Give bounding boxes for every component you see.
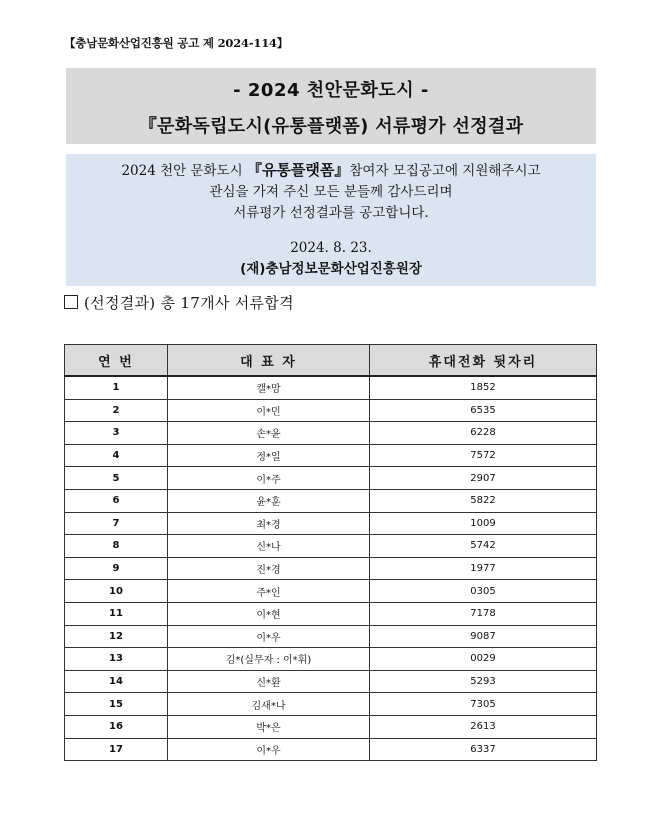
announcement-box <box>66 154 596 286</box>
announcement-line-1 <box>66 160 596 182</box>
phone-last-digits: 7178 <box>370 602 597 625</box>
phone-last-digits: 6228 <box>370 422 597 445</box>
phone-last-digits: 2613 <box>370 715 597 738</box>
announcement-line-1-post: 참여자 모집공고에 지원해주시고 <box>349 163 541 179</box>
representative-name: 김*(실무자 : 이*휘) <box>168 648 370 671</box>
row-number: 14 <box>65 670 168 693</box>
representative-name: 캘*맘 <box>168 376 370 399</box>
table-row <box>65 467 597 490</box>
representative-name: 신*환 <box>168 670 370 693</box>
row-number: 13 <box>65 648 168 671</box>
representative-name: 김새*나 <box>168 693 370 716</box>
issuing-organization: (재)충남정보문화산업진흥원장 <box>240 261 422 277</box>
announcement-line-1-pre: 2024 천안 문화도시 <box>121 163 243 179</box>
row-number: 2 <box>65 399 168 422</box>
announcement-line-2: 관심을 가져 주신 모든 분들께 감사드리며 <box>209 184 453 200</box>
row-number: 15 <box>65 693 168 716</box>
representative-name: 이*현 <box>168 602 370 625</box>
row-number: 16 <box>65 715 168 738</box>
section-heading-text: (선정결과) 총 17개사 서류합격 <box>84 294 294 312</box>
row-number: 7 <box>65 512 168 535</box>
square-bullet-icon <box>64 295 78 309</box>
phone-last-digits: 7572 <box>370 444 597 467</box>
representative-name: 이*주 <box>168 467 370 490</box>
table-header-row <box>65 345 597 377</box>
title-banner <box>66 68 596 144</box>
phone-last-digits: 6337 <box>370 738 597 761</box>
table-row <box>65 693 597 716</box>
representative-name: 윤*훈 <box>168 489 370 512</box>
table-row <box>65 489 597 512</box>
table-row <box>65 512 597 535</box>
title-line-1: - 2024 천안문화도시 - <box>233 80 429 101</box>
table-row <box>65 535 597 558</box>
phone-last-digits: 1009 <box>370 512 597 535</box>
program-name-highlight: 『유통플랫폼』 <box>246 161 350 179</box>
section-heading <box>64 292 294 313</box>
phone-last-digits: 0305 <box>370 580 597 603</box>
row-number: 11 <box>65 602 168 625</box>
representative-name: 신*나 <box>168 535 370 558</box>
row-number: 12 <box>65 625 168 648</box>
phone-last-digits: 1852 <box>370 376 597 399</box>
row-number: 3 <box>65 422 168 445</box>
header-phone-last-digits: 휴대전화 뒷자리 <box>370 345 597 377</box>
representative-name: 이*우 <box>168 738 370 761</box>
phone-last-digits: 6535 <box>370 399 597 422</box>
table-row <box>65 376 597 399</box>
representative-name: 이*민 <box>168 399 370 422</box>
table-row <box>65 625 597 648</box>
table-row <box>65 715 597 738</box>
announcement-line-3: 서류평가 선정결과를 공고합니다. <box>233 205 429 221</box>
phone-last-digits: 5742 <box>370 535 597 558</box>
announcement-date: 2024. 8. 23. <box>290 240 372 256</box>
row-number: 6 <box>65 489 168 512</box>
row-number: 17 <box>65 738 168 761</box>
title-line-2: 『문화독립도시(유통플랫폼) 서류평가 선정결과 <box>138 116 524 137</box>
row-number: 9 <box>65 557 168 580</box>
representative-name: 진*경 <box>168 557 370 580</box>
row-number: 10 <box>65 580 168 603</box>
table-row <box>65 580 597 603</box>
phone-last-digits: 2907 <box>370 467 597 490</box>
row-number: 5 <box>65 467 168 490</box>
representative-name: 이*우 <box>168 625 370 648</box>
phone-last-digits: 9087 <box>370 625 597 648</box>
representative-name: 박*은 <box>168 715 370 738</box>
header-number: 연 번 <box>65 345 168 377</box>
row-number: 4 <box>65 444 168 467</box>
phone-last-digits: 5293 <box>370 670 597 693</box>
row-number: 8 <box>65 535 168 558</box>
table-row <box>65 422 597 445</box>
header-representative: 대 표 자 <box>168 345 370 377</box>
table-row <box>65 399 597 422</box>
results-table <box>64 344 597 761</box>
representative-name: 손*윤 <box>168 422 370 445</box>
table-row <box>65 648 597 671</box>
phone-last-digits: 1977 <box>370 557 597 580</box>
representative-name: 정*일 <box>168 444 370 467</box>
representative-name: 주*인 <box>168 580 370 603</box>
phone-last-digits: 0029 <box>370 648 597 671</box>
table-row <box>65 557 597 580</box>
row-number: 1 <box>65 376 168 399</box>
table-row <box>65 444 597 467</box>
notice-reference: 【충남문화산업진흥원 공고 제 2024-114】 <box>64 36 289 50</box>
table-row <box>65 738 597 761</box>
table-row <box>65 670 597 693</box>
phone-last-digits: 7305 <box>370 693 597 716</box>
phone-last-digits: 5822 <box>370 489 597 512</box>
table-row <box>65 602 597 625</box>
representative-name: 최*경 <box>168 512 370 535</box>
